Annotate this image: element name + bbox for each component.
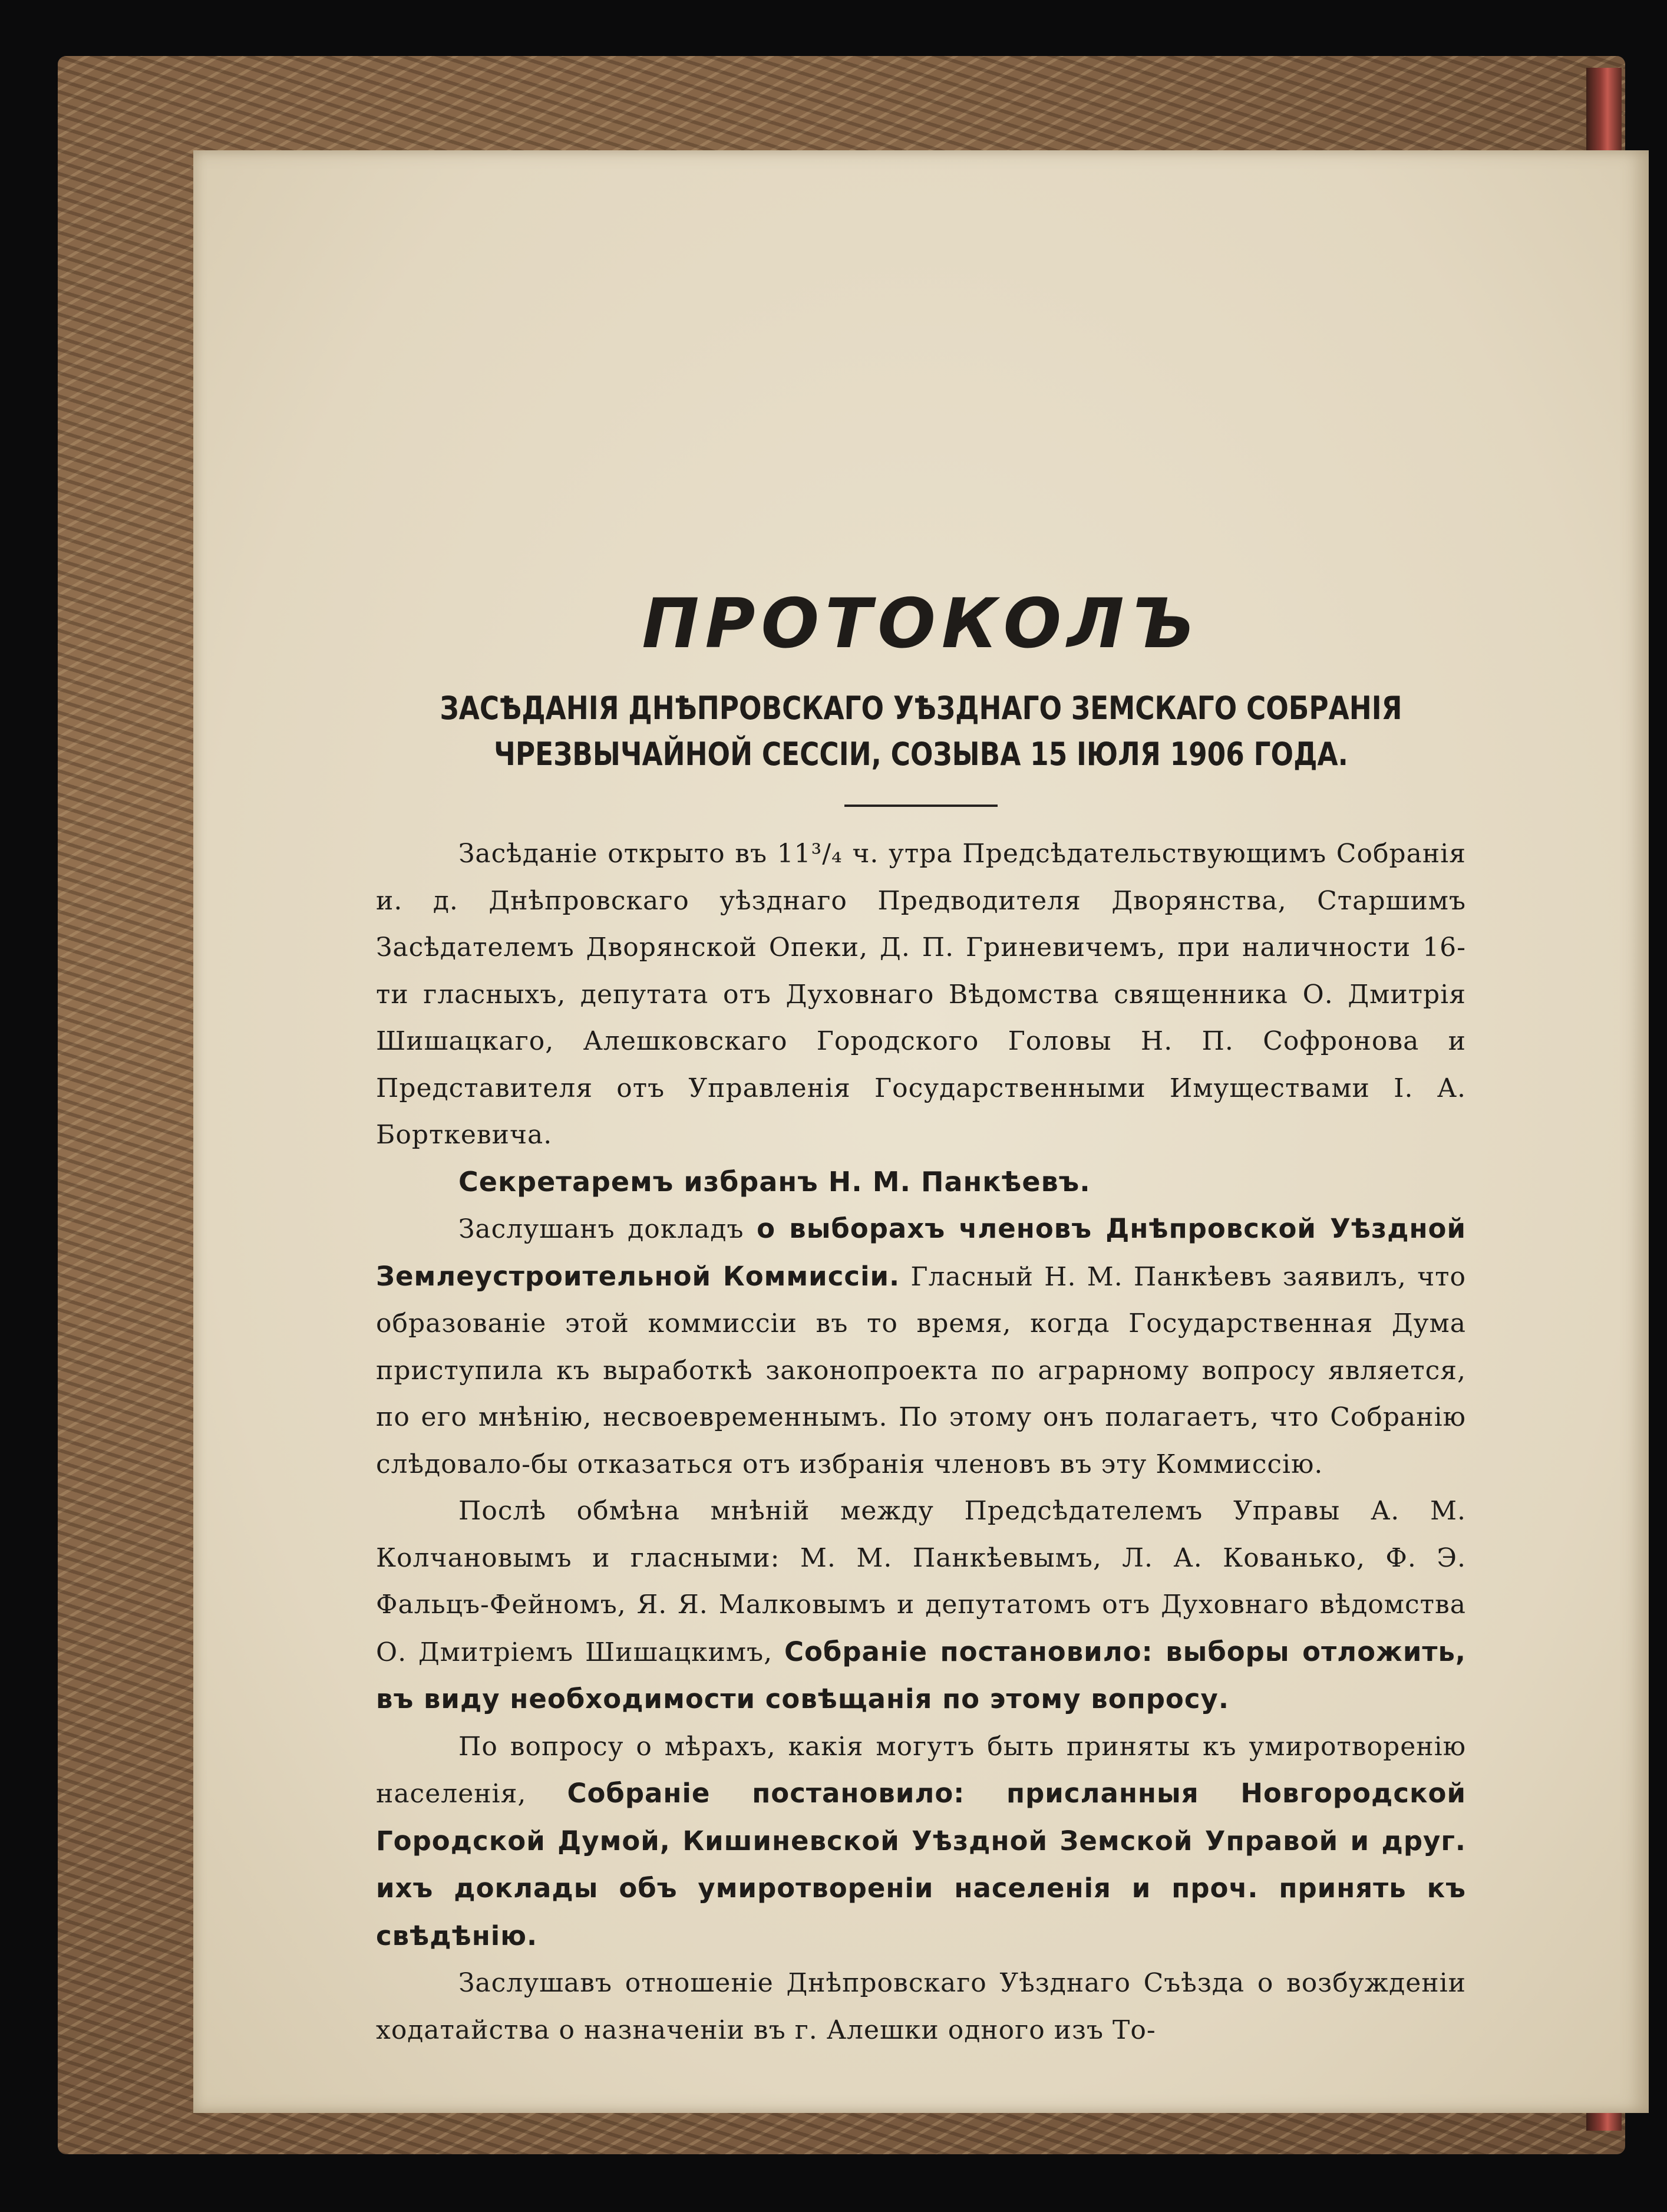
bold-text: Собраніе постановило: выборы отложить, въ виду необходимости совѣщанія по этому вопросу. [376,1636,1466,1715]
text: Заслушанъ докладъ [458,1214,757,1245]
bold-text: о выборахъ членовъ Днѣпровской Уѣздной Землеустроительной Коммиссіи. [376,1213,1466,1292]
paragraph-exchange [376,1488,1466,1723]
subtitle-line-1: ЗАСѢДАНІЯ ДНѢПРОВСКАГО УѢЗДНАГО ЗЕМСКАГО СОБРАНІЯ [440,689,1402,727]
paragraph-petition: Заслушавъ отношеніе Днѣпровскаго Уѣзднаго Съѣзда о возбужденіи ходатайства о назначеніи въ г. Алешки одного изъ То- [376,1968,1466,2045]
page [193,150,1649,2113]
book-cover [58,56,1625,2154]
subtitle-line-2: ЧРЕЗВЫЧАЙНОЙ СЕССІИ, СОЗЫВА 15 ІЮЛЯ 1906 ГОДА. [494,735,1348,773]
paragraph-pacification [376,1723,1466,1960]
page-content [376,245,1466,2053]
bold-text: Собраніе постановило: присланныя Новгородской Городской Думой, Кишиневской Уѣздной Земской Управой и друг. ихъ доклады объ умиротвореніи населенія и проч. принять къ свѣдѣнію. [376,1778,1466,1951]
paragraph-opening: Засѣданіе открыто въ 11³/₄ ч. утра Предсѣдательствующимъ Собранія и. д. Днѣпровскаго уѣзднаго Предводителя Дворянства, Старшимъ Засѣдателемъ Дворянской Опеки, Д. П. Гриневичемъ, при наличности 16-ти гласныхъ, депутата отъ Духовнаго Вѣдомства священника О. Дмитрія Шишацкаго, Алешковскаго Городского Головы Н. П. Софронова и Представителя отъ Управленія Государственными Имуществами I. А. Борткевича. [376,839,1466,1150]
text: По вопросу о мѣрахъ, какія могутъ быть приняты къ умиротворенію населенія, [376,1731,1466,1809]
document-title: ПРОТОКОЛЪ [642,584,1200,664]
paragraph-secretary: Секретаремъ избранъ Н. М. Панкѣевъ. [458,1165,1091,1198]
paragraph-commission [376,1205,1466,1488]
document-subtitle [377,685,1465,778]
divider-rule [844,805,998,807]
text: Послѣ обмѣна мнѣній между Предсѣдателемъ Управы А. М. Колчановымъ и гласными: М. М. Панкѣевымъ, Л. А. Кованько, Ф. Э. Фальцъ-Фейномъ, Я. Я. Малковымъ и депутатомъ отъ Духовнаго вѣдомства О. Дмитріемъ Шишацкимъ, [376,1496,1466,1667]
text: Гласный Н. М. Панкѣевъ заявилъ, что образованіе этой коммиссіи въ то время, когда Государственная Дума приступила къ выработкѣ законопроекта по аграрному вопросу является, по его мнѣнію, несвоевременнымъ. По этому онъ полагаетъ, что Собранію слѣдовало-бы отказаться отъ избранія членовъ въ эту Коммиссію. [376,1261,1466,1479]
